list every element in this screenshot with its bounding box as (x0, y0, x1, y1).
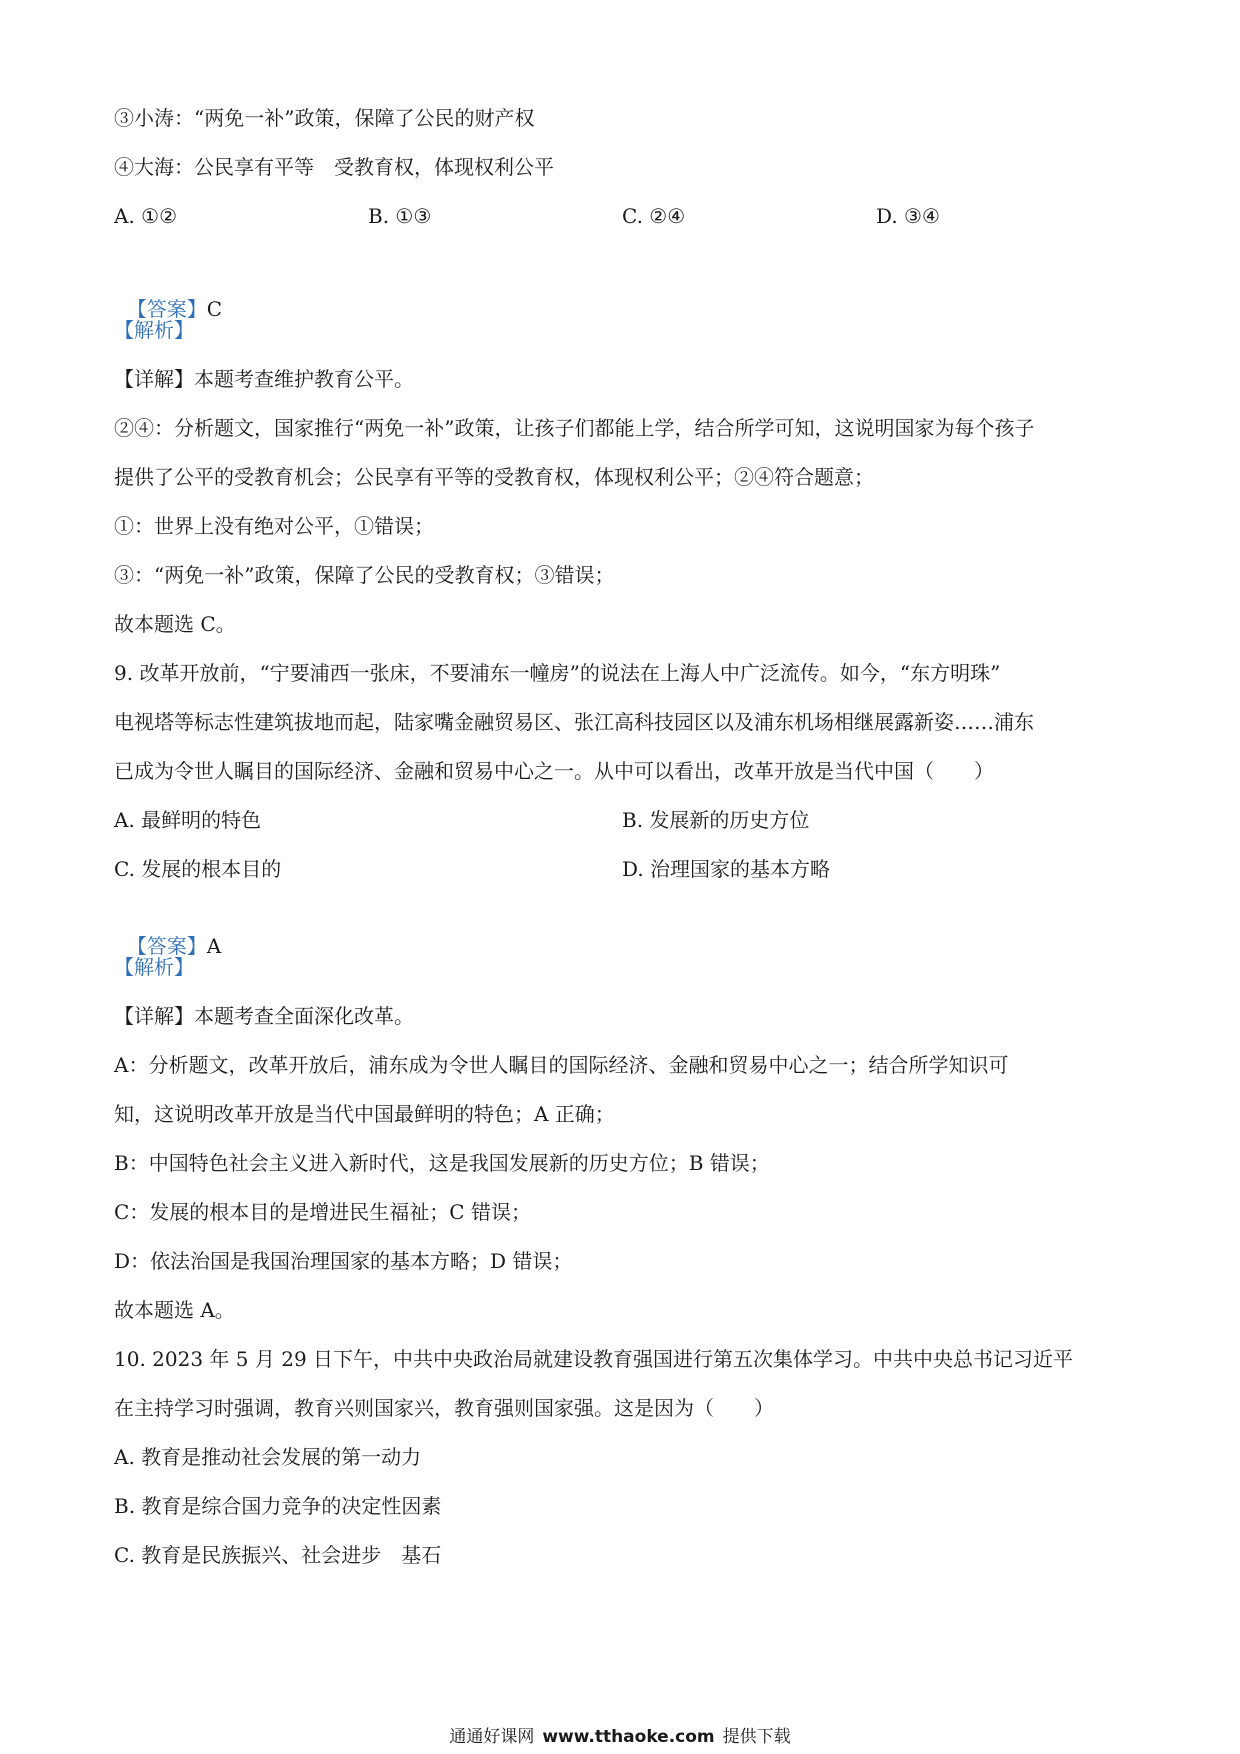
q8-analysis-line: ③：“两免一补”政策，保障了公民的受教育权；③错误； (114, 563, 615, 587)
q10-option-a: A. 教育是推动社会发展的第一动力 (114, 1445, 422, 1469)
q8-conclusion: 故本题选 C。 (114, 612, 236, 636)
q8-option-c: C. ②④ (622, 204, 686, 228)
answer-tag: 【答案】 (126, 297, 207, 321)
q9-option-d: D. 治理国家的基本方略 (622, 857, 831, 881)
footer-note: 提供下载 (722, 1727, 791, 1747)
q10-option-b: B. 教育是综合国力竞争的决定性因素 (114, 1494, 442, 1518)
q8-answer (114, 267, 222, 323)
q8-analysis-line: 提供了公平的受教育机会；公民享有平等的受教育权，体现权利公平；②④符合题意； (114, 465, 874, 489)
answer-tag: 【答案】 (126, 934, 207, 958)
footer-website-link[interactable]: www.tthaoke.com (542, 1727, 715, 1747)
q9-analysis-line: D：依法治国是我国治理国家的基本方略；D 错误； (114, 1249, 573, 1273)
q9-analysis-line: C：发展的根本目的是增进民生福祉；C 错误； (114, 1200, 531, 1224)
q9-analysis-tag: 【解析】 (114, 955, 194, 979)
footer-brand: 通通好课网 (449, 1727, 535, 1747)
q8-analysis-line: ①：世界上没有绝对公平，①错误； (114, 514, 434, 538)
q8-statement-4: ④大海：公民享有平等 受教育权，体现权利公平 (114, 155, 554, 179)
q10-stem-line: 在主持学习时强调，教育兴则国家兴，教育强则国家强。这是因为（ ） (114, 1396, 774, 1420)
q9-option-c: C. 发展的根本目的 (114, 857, 282, 881)
answer-value: C (206, 297, 223, 321)
q8-option-a: A. ①② (114, 204, 178, 228)
q9-answer (114, 904, 221, 960)
answer-value: A (206, 934, 222, 958)
q9-stem-line: 9. 改革开放前，“宁要浦西一张床，不要浦东一幢房”的说法在上海人中广泛流传。如今，“东方明珠” (114, 661, 1001, 685)
q9-option-a: A. 最鲜明的特色 (114, 808, 262, 832)
q10-stem-line: 10. 2023 年 5 月 29 日下午，中共中央政治局就建设教育强国进行第五次集体学习。中共中央总书记习近平 (114, 1347, 1074, 1371)
q8-option-b: B. ①③ (368, 204, 432, 228)
q9-stem-line: 已成为令世人瞩目的国际经济、金融和贸易中心之一。从中可以看出，改革开放是当代中国（ ） (114, 759, 994, 783)
q8-option-d: D. ③④ (876, 204, 940, 228)
q10-option-c: C. 教育是民族振兴、社会进步 基石 (114, 1543, 442, 1567)
q9-analysis-line: A：分析题文，改革开放后，浦东成为令世人瞩目的国际经济、金融和贸易中心之一；结合所学知识可 (114, 1053, 1009, 1077)
q9-detail: 【详解】本题考查全面深化改革。 (114, 1004, 414, 1028)
q9-option-b: B. 发展新的历史方位 (622, 808, 810, 832)
q9-analysis-line: 知，这说明改革开放是当代中国最鲜明的特色；A 正确； (114, 1102, 615, 1126)
q9-stem-line: 电视塔等标志性建筑拔地而起，陆家嘴金融贸易区、张江高科技园区以及浦东机场相继展露新姿……浦东 (114, 710, 1034, 734)
q8-detail: 【详解】本题考查维护教育公平。 (114, 367, 414, 391)
q8-statement-3: ③小涛：“两免一补”政策，保障了公民的财产权 (114, 106, 535, 130)
page-footer (0, 1726, 1240, 1748)
q8-analysis-tag: 【解析】 (114, 318, 194, 342)
q9-analysis-line: B：中国特色社会主义进入新时代，这是我国发展新的历史方位；B 错误； (114, 1151, 770, 1175)
q8-analysis-line: ②④：分析题文，国家推行“两免一补”政策，让孩子们都能上学，结合所学可知，这说明国家为每个孩子 (114, 416, 1035, 440)
q9-conclusion: 故本题选 A。 (114, 1298, 235, 1322)
